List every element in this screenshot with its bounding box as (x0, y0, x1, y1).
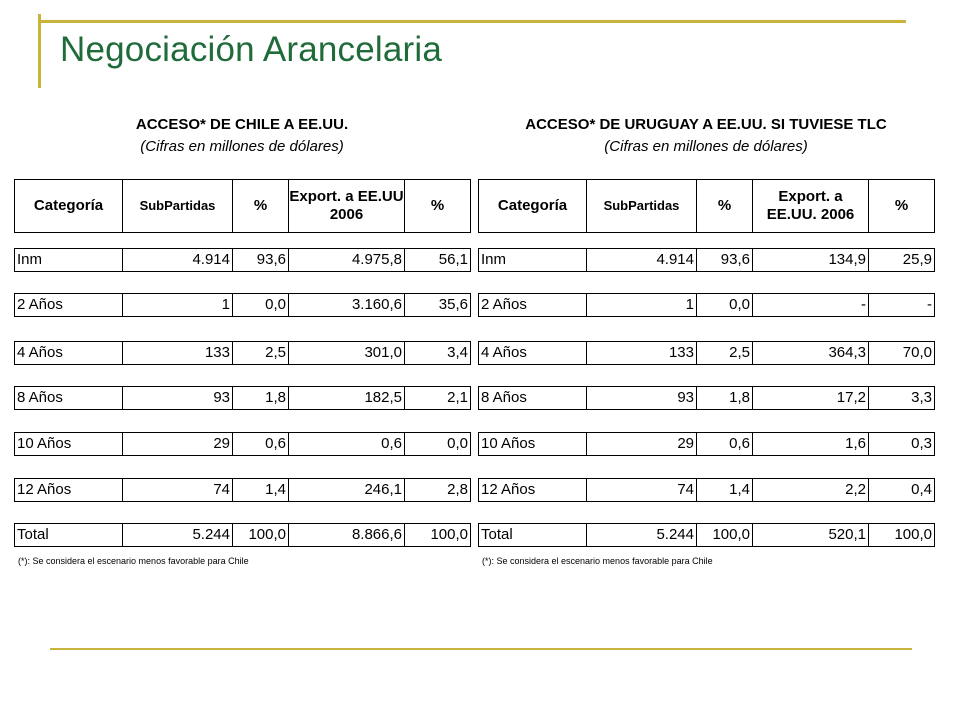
column-header-export: Export. a EE.UU 2006 (289, 180, 405, 233)
cell-category: Total (479, 524, 587, 547)
cell-percent: 1,4 (697, 479, 753, 502)
cell-percent: 100,0 (697, 524, 753, 547)
cell-export: 246,1 (289, 479, 405, 502)
cell-subpartidas: 4.914 (123, 249, 233, 272)
cell-export-percent: 0,4 (869, 479, 935, 502)
cell-percent: 1,4 (233, 479, 289, 502)
table-row (478, 478, 935, 502)
column-header-export: Export. a EE.UU. 2006 (753, 180, 869, 233)
cell-percent: 1,8 (233, 387, 289, 410)
cell-export: 1,6 (753, 433, 869, 456)
cell-export: 3.160,6 (289, 294, 405, 317)
cell-export-percent: 0,3 (869, 433, 935, 456)
cell-category: 2 Años (479, 294, 587, 317)
table-row (14, 478, 471, 502)
table-row (14, 386, 471, 410)
cell-export: 520,1 (753, 524, 869, 547)
cell-subpartidas: 29 (123, 433, 233, 456)
cell-percent: 0,0 (697, 294, 753, 317)
accent-top-line (38, 20, 906, 23)
uruguay-panel (478, 115, 934, 566)
cell-export: 364,3 (753, 342, 869, 365)
cell-percent: 0,6 (697, 433, 753, 456)
cell-category: 2 Años (15, 294, 123, 317)
cell-percent: 1,8 (697, 387, 753, 410)
chile-header-table (14, 179, 471, 233)
uruguay-subheading: (Cifras en millones de dólares) (604, 138, 808, 155)
chile-heading: ACCESO* DE CHILE A EE.UU. (135, 116, 349, 133)
table-row (14, 523, 471, 547)
cell-category: 12 Años (479, 479, 587, 502)
column-header-subpartidas: SubPartidas (123, 180, 233, 233)
cell-percent: 93,6 (233, 249, 289, 272)
table-row (478, 293, 935, 317)
table-row (14, 293, 471, 317)
cell-subpartidas: 93 (123, 387, 233, 410)
table-row (14, 248, 471, 272)
cell-subpartidas: 133 (123, 342, 233, 365)
cell-category: 4 Años (479, 342, 587, 365)
cell-export: 4.975,8 (289, 249, 405, 272)
cell-export-percent: - (869, 294, 935, 317)
accent-vertical-line (38, 14, 41, 88)
table-row (14, 432, 471, 456)
cell-category: 8 Años (479, 387, 587, 410)
cell-export-percent: 35,6 (405, 294, 471, 317)
table-row (478, 523, 935, 547)
cell-export: 17,2 (753, 387, 869, 410)
cell-category: 10 Años (479, 433, 587, 456)
cell-export-percent: 56,1 (405, 249, 471, 272)
cell-subpartidas: 5.244 (123, 524, 233, 547)
cell-percent: 2,5 (233, 342, 289, 365)
accent-bottom-line (50, 648, 912, 650)
cell-category: 12 Años (15, 479, 123, 502)
uruguay-footnote: (*): Se considera el escenario menos favorable para Chile (482, 556, 713, 566)
cell-subpartidas: 1 (587, 294, 697, 317)
cell-export: 134,9 (753, 249, 869, 272)
cell-export-percent: 25,9 (869, 249, 935, 272)
table-row (478, 386, 935, 410)
column-header-subpartidas: SubPartidas (587, 180, 697, 233)
cell-subpartidas: 1 (123, 294, 233, 317)
column-header-categoria: Categoría (479, 180, 587, 233)
column-header-percent: % (233, 180, 289, 233)
cell-export-percent: 2,1 (405, 387, 471, 410)
cell-category: Inm (15, 249, 123, 272)
table-row (14, 341, 471, 365)
cell-export-percent: 2,8 (405, 479, 471, 502)
cell-subpartidas: 29 (587, 433, 697, 456)
cell-subpartidas: 4.914 (587, 249, 697, 272)
cell-subpartidas: 5.244 (587, 524, 697, 547)
uruguay-heading: ACCESO* DE URUGUAY A EE.UU. SI TUVIESE TLC (525, 116, 887, 133)
cell-category: 8 Años (15, 387, 123, 410)
uruguay-header-table (478, 179, 935, 233)
cell-category: Total (15, 524, 123, 547)
cell-export-percent: 3,3 (869, 387, 935, 410)
chile-subheading: (Cifras en millones de dólares) (140, 138, 344, 155)
cell-percent: 0,6 (233, 433, 289, 456)
cell-percent: 93,6 (697, 249, 753, 272)
cell-export-percent: 0,0 (405, 433, 471, 456)
cell-subpartidas: 74 (123, 479, 233, 502)
column-header-categoria: Categoría (15, 180, 123, 233)
cell-export: 182,5 (289, 387, 405, 410)
cell-category: 10 Años (15, 433, 123, 456)
cell-export: 0,6 (289, 433, 405, 456)
table-row (478, 341, 935, 365)
chile-footnote: (*): Se considera el escenario menos favorable para Chile (18, 556, 249, 566)
cell-percent: 0,0 (233, 294, 289, 317)
cell-export: 2,2 (753, 479, 869, 502)
column-header-percent: % (697, 180, 753, 233)
chile-panel (14, 115, 470, 566)
cell-export-percent: 3,4 (405, 342, 471, 365)
cell-export: 8.866,6 (289, 524, 405, 547)
page-title: Negociación Arancelaria (60, 30, 443, 69)
cell-subpartidas: 74 (587, 479, 697, 502)
cell-subpartidas: 93 (587, 387, 697, 410)
cell-percent: 2,5 (697, 342, 753, 365)
table-row (478, 248, 935, 272)
cell-export: - (753, 294, 869, 317)
column-header-export-percent: % (405, 180, 471, 233)
cell-category: Inm (479, 249, 587, 272)
column-header-export-percent: % (869, 180, 935, 233)
cell-export-percent: 100,0 (869, 524, 935, 547)
cell-export: 301,0 (289, 342, 405, 365)
cell-export-percent: 100,0 (405, 524, 471, 547)
table-row (478, 432, 935, 456)
cell-category: 4 Años (15, 342, 123, 365)
cell-subpartidas: 133 (587, 342, 697, 365)
cell-export-percent: 70,0 (869, 342, 935, 365)
cell-percent: 100,0 (233, 524, 289, 547)
